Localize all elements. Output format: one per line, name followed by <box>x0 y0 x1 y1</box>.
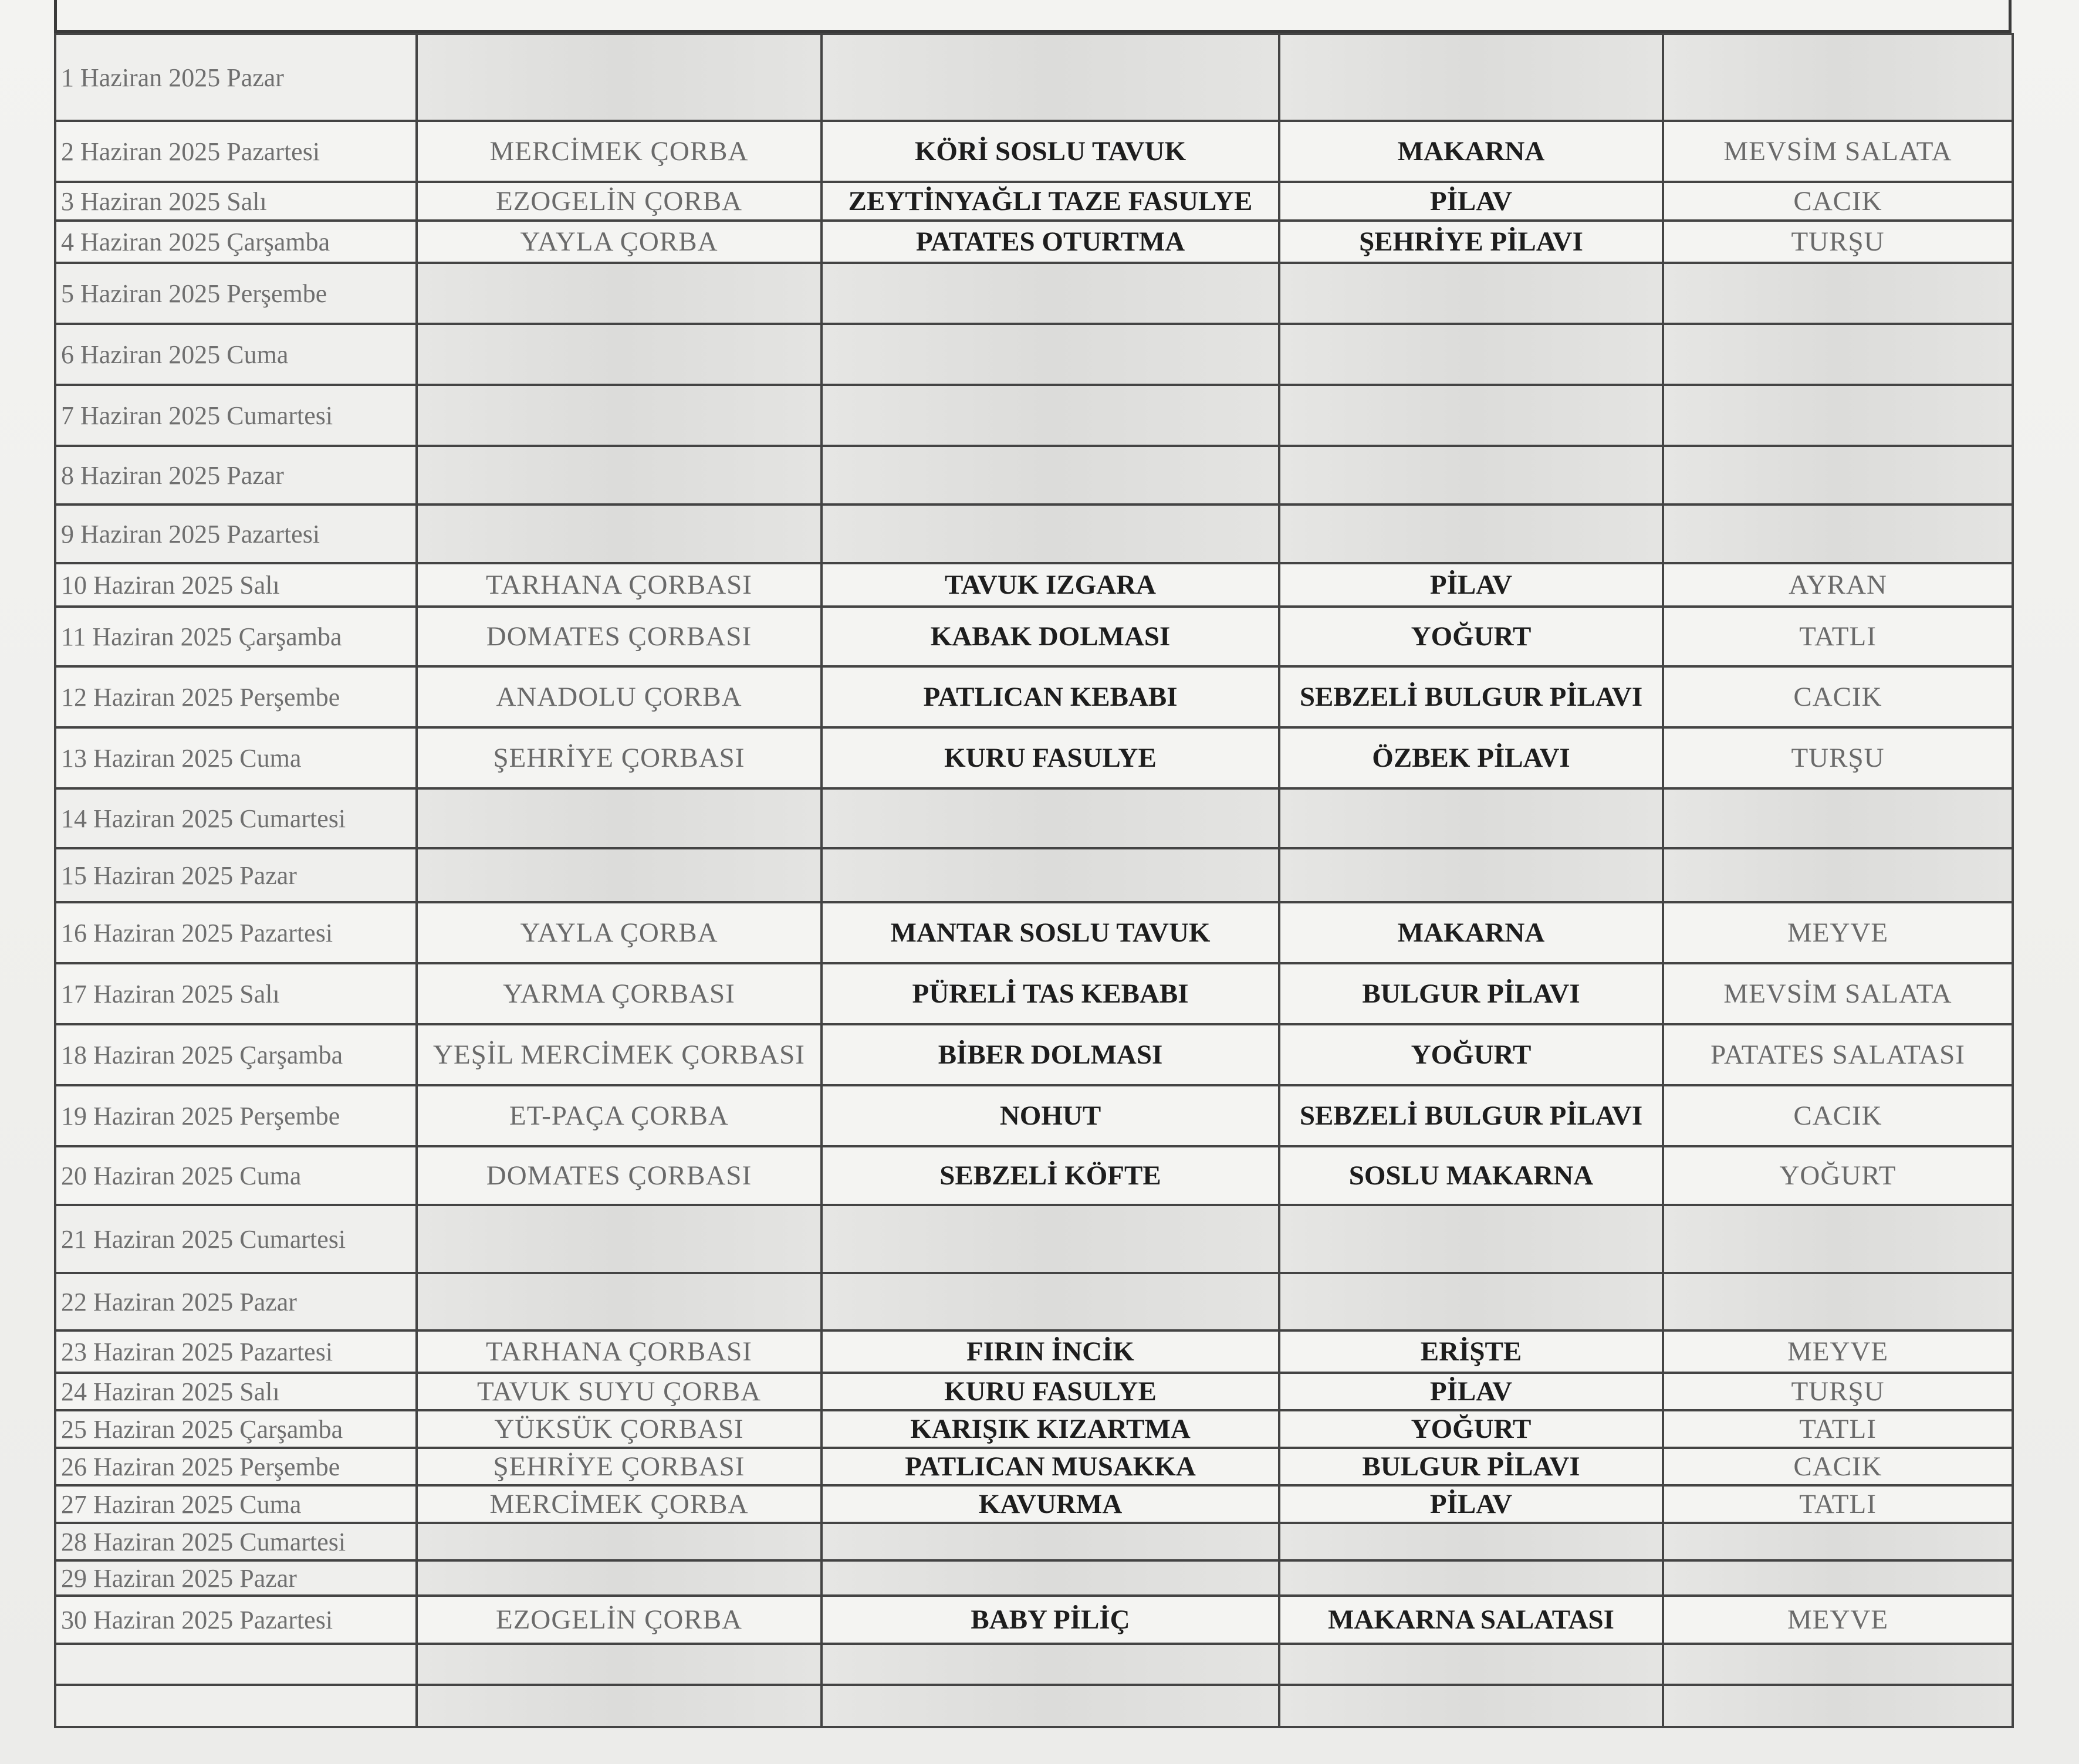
date-cell <box>55 1685 417 1727</box>
date-cell: 18 Haziran 2025 Çarşamba <box>55 1024 417 1085</box>
main-cell: KARIŞIK KIZARTMA <box>822 1410 1279 1448</box>
extra-cell: CACIK <box>1663 1448 2013 1485</box>
soup-cell <box>417 1273 822 1330</box>
menu-row <box>55 446 2013 505</box>
soup-cell: EZOGELİN ÇORBA <box>417 182 822 221</box>
extra-cell <box>1663 1644 2013 1685</box>
main-cell: KABAK DOLMASI <box>822 607 1279 666</box>
date-cell: 28 Haziran 2025 Cumartesi <box>55 1523 417 1560</box>
menu-row <box>55 666 2013 727</box>
extra-cell: MEYVE <box>1663 1596 2013 1644</box>
date-cell: 26 Haziran 2025 Perşembe <box>55 1448 417 1485</box>
menu-row <box>55 1485 2013 1523</box>
soup-cell: ET-PAÇA ÇORBA <box>417 1085 822 1146</box>
menu-row <box>55 1205 2013 1273</box>
main-cell: ZEYTİNYAĞLI TAZE FASULYE <box>822 182 1279 221</box>
date-cell: 10 Haziran 2025 Salı <box>55 563 417 607</box>
soup-cell: YÜKSÜK ÇORBASI <box>417 1410 822 1448</box>
date-cell: 7 Haziran 2025 Cumartesi <box>55 385 417 446</box>
soup-cell <box>417 446 822 505</box>
side-cell <box>1279 848 1663 902</box>
date-cell: 15 Haziran 2025 Pazar <box>55 848 417 902</box>
soup-cell <box>417 385 822 446</box>
side-cell <box>1279 1273 1663 1330</box>
side-cell: BULGUR PİLAVI <box>1279 1448 1663 1485</box>
extra-cell: CACIK <box>1663 182 2013 221</box>
menu-row <box>55 1373 2013 1410</box>
date-cell: 13 Haziran 2025 Cuma <box>55 727 417 788</box>
side-cell <box>1279 263 1663 324</box>
main-cell: KAVURMA <box>822 1485 1279 1523</box>
main-cell <box>822 1205 1279 1273</box>
extra-cell: MEVSİM SALATA <box>1663 121 2013 182</box>
main-cell: BİBER DOLMASI <box>822 1024 1279 1085</box>
extra-cell: MEYVE <box>1663 902 2013 963</box>
extra-cell: TATLI <box>1663 1410 2013 1448</box>
extra-cell <box>1663 505 2013 563</box>
soup-cell <box>417 1560 822 1596</box>
date-cell: 24 Haziran 2025 Salı <box>55 1373 417 1410</box>
menu-row <box>55 1330 2013 1373</box>
soup-cell <box>417 1205 822 1273</box>
extra-cell <box>1663 788 2013 848</box>
soup-cell: TARHANA ÇORBASI <box>417 563 822 607</box>
side-cell <box>1279 34 1663 121</box>
menu-row <box>55 263 2013 324</box>
menu-row <box>55 1685 2013 1727</box>
menu-row <box>55 1560 2013 1596</box>
extra-cell <box>1663 1685 2013 1727</box>
side-cell: PİLAV <box>1279 182 1663 221</box>
extra-cell: TURŞU <box>1663 727 2013 788</box>
extra-cell: MEYVE <box>1663 1330 2013 1373</box>
date-cell: 22 Haziran 2025 Pazar <box>55 1273 417 1330</box>
soup-cell <box>417 263 822 324</box>
soup-cell: ANADOLU ÇORBA <box>417 666 822 727</box>
menu-row <box>55 727 2013 788</box>
menu-row <box>55 182 2013 221</box>
main-cell: PATATES OTURTMA <box>822 221 1279 263</box>
date-cell: 2 Haziran 2025 Pazartesi <box>55 121 417 182</box>
date-cell: 20 Haziran 2025 Cuma <box>55 1146 417 1205</box>
side-cell: MAKARNA <box>1279 121 1663 182</box>
date-cell: 14 Haziran 2025 Cumartesi <box>55 788 417 848</box>
date-cell: 16 Haziran 2025 Pazartesi <box>55 902 417 963</box>
menu-row <box>55 221 2013 263</box>
extra-cell: CACIK <box>1663 666 2013 727</box>
main-cell: PÜRELİ TAS KEBABI <box>822 963 1279 1024</box>
menu-row <box>55 1024 2013 1085</box>
soup-cell: YAYLA ÇORBA <box>417 902 822 963</box>
main-cell: TAVUK IZGARA <box>822 563 1279 607</box>
extra-cell: AYRAN <box>1663 563 2013 607</box>
date-cell: 27 Haziran 2025 Cuma <box>55 1485 417 1523</box>
main-cell: NOHUT <box>822 1085 1279 1146</box>
soup-cell: YARMA ÇORBASI <box>417 963 822 1024</box>
main-cell <box>822 1523 1279 1560</box>
date-cell: 1 Haziran 2025 Pazar <box>55 34 417 121</box>
side-cell <box>1279 446 1663 505</box>
extra-cell <box>1663 1560 2013 1596</box>
date-cell: 6 Haziran 2025 Cuma <box>55 324 417 385</box>
soup-cell <box>417 324 822 385</box>
menu-row <box>55 1273 2013 1330</box>
extra-cell: MEVSİM SALATA <box>1663 963 2013 1024</box>
date-cell: 23 Haziran 2025 Pazartesi <box>55 1330 417 1373</box>
date-cell: 12 Haziran 2025 Perşembe <box>55 666 417 727</box>
extra-cell <box>1663 1205 2013 1273</box>
main-cell <box>822 1685 1279 1727</box>
side-cell: ÖZBEK PİLAVI <box>1279 727 1663 788</box>
date-cell: 30 Haziran 2025 Pazartesi <box>55 1596 417 1644</box>
extra-cell: TURŞU <box>1663 221 2013 263</box>
soup-cell <box>417 1523 822 1560</box>
menu-row <box>55 848 2013 902</box>
menu-table-body <box>55 34 2013 1727</box>
side-cell: YOĞURT <box>1279 607 1663 666</box>
side-cell: ERİŞTE <box>1279 1330 1663 1373</box>
menu-row <box>55 1523 2013 1560</box>
extra-cell: CACIK <box>1663 1085 2013 1146</box>
soup-cell <box>417 1644 822 1685</box>
extra-cell <box>1663 1273 2013 1330</box>
main-cell <box>822 505 1279 563</box>
menu-row <box>55 1085 2013 1146</box>
menu-row <box>55 902 2013 963</box>
main-cell: KÖRİ SOSLU TAVUK <box>822 121 1279 182</box>
side-cell <box>1279 324 1663 385</box>
menu-row <box>55 788 2013 848</box>
menu-row <box>55 1596 2013 1644</box>
side-cell <box>1279 385 1663 446</box>
main-cell <box>822 1644 1279 1685</box>
extra-cell: TATLI <box>1663 1485 2013 1523</box>
main-cell: KURU FASULYE <box>822 1373 1279 1410</box>
date-cell: 9 Haziran 2025 Pazartesi <box>55 505 417 563</box>
date-cell <box>55 1644 417 1685</box>
main-cell <box>822 446 1279 505</box>
soup-cell: TARHANA ÇORBASI <box>417 1330 822 1373</box>
date-cell: 3 Haziran 2025 Salı <box>55 182 417 221</box>
menu-row <box>55 121 2013 182</box>
side-cell: YOĞURT <box>1279 1410 1663 1448</box>
soup-cell <box>417 788 822 848</box>
main-cell: SEBZELİ KÖFTE <box>822 1146 1279 1205</box>
soup-cell: EZOGELİN ÇORBA <box>417 1596 822 1644</box>
main-cell: KURU FASULYE <box>822 727 1279 788</box>
soup-cell: YAYLA ÇORBA <box>417 221 822 263</box>
side-cell: BULGUR PİLAVI <box>1279 963 1663 1024</box>
extra-cell <box>1663 263 2013 324</box>
date-cell: 25 Haziran 2025 Çarşamba <box>55 1410 417 1448</box>
extra-cell: TATLI <box>1663 607 2013 666</box>
soup-cell <box>417 34 822 121</box>
date-cell: 21 Haziran 2025 Cumartesi <box>55 1205 417 1273</box>
main-cell: BABY PİLİÇ <box>822 1596 1279 1644</box>
soup-cell: TAVUK SUYU ÇORBA <box>417 1373 822 1410</box>
soup-cell: DOMATES ÇORBASI <box>417 607 822 666</box>
date-cell: 4 Haziran 2025 Çarşamba <box>55 221 417 263</box>
extra-cell <box>1663 848 2013 902</box>
main-cell <box>822 263 1279 324</box>
menu-row <box>55 563 2013 607</box>
side-cell: MAKARNA <box>1279 902 1663 963</box>
main-cell <box>822 1560 1279 1596</box>
main-cell: MANTAR SOSLU TAVUK <box>822 902 1279 963</box>
side-cell <box>1279 1523 1663 1560</box>
side-cell <box>1279 505 1663 563</box>
menu-row <box>55 963 2013 1024</box>
date-cell: 29 Haziran 2025 Pazar <box>55 1560 417 1596</box>
side-cell: PİLAV <box>1279 1373 1663 1410</box>
main-cell: PATLICAN MUSAKKA <box>822 1448 1279 1485</box>
soup-cell: MERCİMEK ÇORBA <box>417 121 822 182</box>
side-cell <box>1279 788 1663 848</box>
main-cell <box>822 34 1279 121</box>
side-cell: SOSLU MAKARNA <box>1279 1146 1663 1205</box>
menu-row <box>55 607 2013 666</box>
soup-cell: DOMATES ÇORBASI <box>417 1146 822 1205</box>
soup-cell: MERCİMEK ÇORBA <box>417 1485 822 1523</box>
extra-cell: TURŞU <box>1663 1373 2013 1410</box>
menu-row <box>55 1410 2013 1448</box>
menu-row <box>55 1448 2013 1485</box>
menu-row <box>55 385 2013 446</box>
side-cell: PİLAV <box>1279 1485 1663 1523</box>
date-cell: 11 Haziran 2025 Çarşamba <box>55 607 417 666</box>
extra-cell <box>1663 446 2013 505</box>
date-cell: 17 Haziran 2025 Salı <box>55 963 417 1024</box>
menu-row <box>55 1146 2013 1205</box>
main-cell <box>822 848 1279 902</box>
extra-cell <box>1663 34 2013 121</box>
soup-cell: YEŞİL MERCİMEK ÇORBASI <box>417 1024 822 1085</box>
monthly-menu-table <box>54 33 2014 1728</box>
extra-cell <box>1663 324 2013 385</box>
date-cell: 5 Haziran 2025 Perşembe <box>55 263 417 324</box>
menu-row <box>55 34 2013 121</box>
soup-cell <box>417 848 822 902</box>
main-cell <box>822 385 1279 446</box>
menu-row <box>55 324 2013 385</box>
side-cell: MAKARNA SALATASI <box>1279 1596 1663 1644</box>
soup-cell <box>417 1685 822 1727</box>
side-cell: PİLAV <box>1279 563 1663 607</box>
date-cell: 19 Haziran 2025 Perşembe <box>55 1085 417 1146</box>
extra-cell: YOĞURT <box>1663 1146 2013 1205</box>
table-top-frame <box>54 0 2012 33</box>
main-cell <box>822 1273 1279 1330</box>
main-cell: FIRIN İNCİK <box>822 1330 1279 1373</box>
menu-row <box>55 505 2013 563</box>
extra-cell <box>1663 1523 2013 1560</box>
side-cell: ŞEHRİYE PİLAVI <box>1279 221 1663 263</box>
side-cell: SEBZELİ BULGUR PİLAVI <box>1279 666 1663 727</box>
main-cell <box>822 788 1279 848</box>
side-cell: SEBZELİ BULGUR PİLAVI <box>1279 1085 1663 1146</box>
main-cell: PATLICAN KEBABI <box>822 666 1279 727</box>
date-cell: 8 Haziran 2025 Pazar <box>55 446 417 505</box>
soup-cell: ŞEHRİYE ÇORBASI <box>417 1448 822 1485</box>
soup-cell <box>417 505 822 563</box>
extra-cell <box>1663 385 2013 446</box>
menu-row <box>55 1644 2013 1685</box>
side-cell: YOĞURT <box>1279 1024 1663 1085</box>
side-cell <box>1279 1205 1663 1273</box>
side-cell <box>1279 1644 1663 1685</box>
side-cell <box>1279 1560 1663 1596</box>
soup-cell: ŞEHRİYE ÇORBASI <box>417 727 822 788</box>
main-cell <box>822 324 1279 385</box>
side-cell <box>1279 1685 1663 1727</box>
extra-cell: PATATES SALATASI <box>1663 1024 2013 1085</box>
